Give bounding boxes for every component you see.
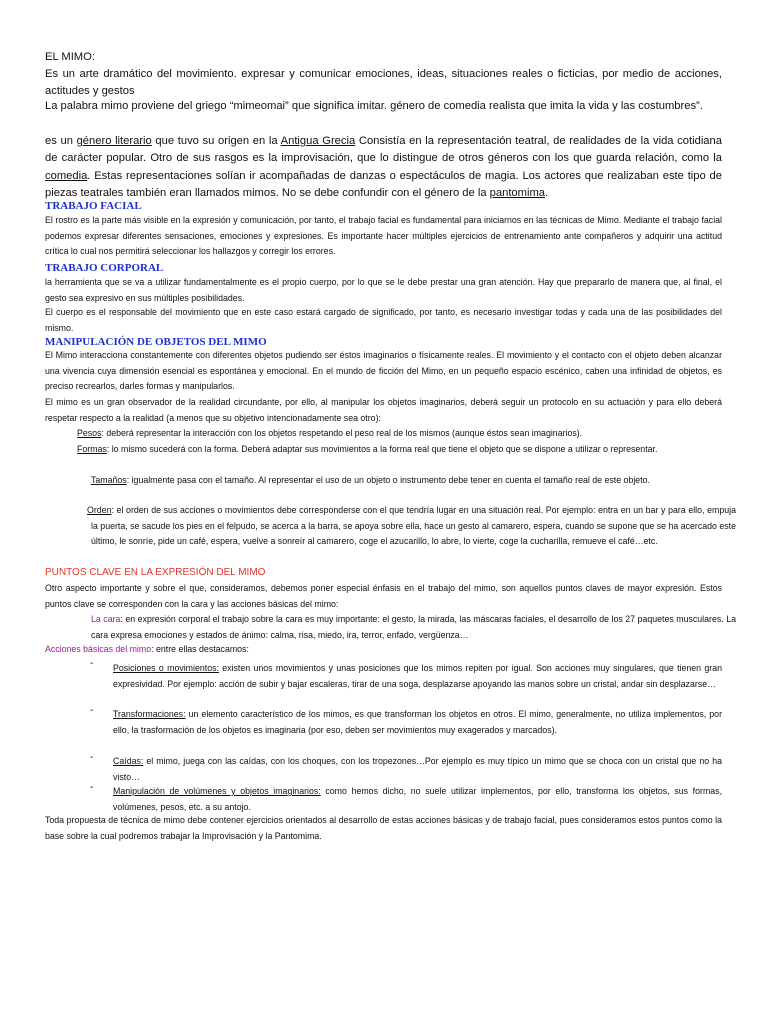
item-term: Caídas: [113, 756, 144, 766]
puntos-cara [77, 612, 736, 643]
intro-text: es un [45, 135, 77, 147]
link-comedia[interactable]: comedia [45, 169, 88, 182]
item-term: Pesos [77, 428, 102, 438]
intro-paragraph-1: Es un arte dramático del movimiento. expresar y comunicar emociones, ideas, situaciones reales o ficticias, por medio de acciones, actitudes y gestos [45, 68, 722, 98]
facial-paragraph: El rostro es la parte más visible en la expresión y comunicación, por tanto, el trabajo facial es fundamental para iniciarnos en las técnicas de Mimo. Mediante el trabajo facial podemos expresar diferentes sensaciones, emociones y expresiones. Es importante hacer múltiples ejercicios de entrenamiento ante compañeros y adquirir una actitud crítica lo cual nos permitirá seleccionar los hallazgos y corregir los errores. [45, 215, 722, 257]
item-term: Orden [87, 505, 112, 515]
acciones-item-transformaciones [113, 707, 722, 738]
list-bullet: - [90, 752, 94, 763]
intro-paragraph-2: La palabra mimo proviene del griego “mimeomai” que significa imitar. género de comedia realista que imita la vida y las costumbres”. [45, 100, 703, 112]
puntos-paragraph-1: Otro aspecto importante y sobre el que, consideramos, debemos poner especial énfasis en el trabajo del mimo, son aquellos puntos claves de mayor expresión. Estos puntos clave se corresponden con la cara y las acciones básicas del mimo: [45, 583, 722, 609]
objetos-item-formas [77, 442, 736, 458]
heading-trabajo-corporal: TRABAJO CORPORAL [45, 262, 164, 274]
heading-manipulacion-objetos: MANIPULACIÓN DE OBJETOS DEL MIMO [45, 336, 267, 348]
item-text: : lo mismo sucederá con la forma. Deberá adaptar sus movimientos a la forma real que tiene el objeto que se dispone a utilizar o representar. [106, 444, 658, 454]
cara-term: La cara [91, 614, 121, 624]
item-text: como hemos dicho, no suele utilizar implementos, por ello, transforma los objetos, sus formas, volúmenes, pesos, etc. a su antojo. [113, 786, 723, 812]
intro-paragraph-3 [45, 133, 722, 203]
item-term: Tamaños [91, 475, 127, 485]
item-term: Transformaciones: [113, 709, 186, 719]
item-text: existen unos movimientos y unas posiciones que los mimos repiten por igual. Son acciones muy singulares, que tienen gran expresividad. Por ejemplo: acción de subir y bajar escaleras, tirar de una soga, desplazarse apoyando las manos sobre un cristal, andar sin desplazarse… [113, 663, 722, 689]
intro-text: . Estas representaciones solían ir acompañadas de danzas o espectáculos de magia. Los actores que realizaban este tipo de piezas teatrales también eran llamados mimos. No se debe confundir con el género de la [45, 169, 722, 200]
list-bullet: - [90, 658, 94, 669]
heading-puntos-clave: PUNTOS CLAVE EN LA EXPRESIÓN DEL MIMO [45, 567, 266, 578]
acciones-text: : entre ellas destacamos: [151, 644, 249, 654]
item-text: : igualmente pasa con el tamaño. Al representar el uso de un objeto o instrumento debe tener en cuenta el tamaño real de este objeto. [126, 475, 650, 485]
item-term: Formas [77, 444, 107, 454]
acciones-item-manipulacion [113, 784, 722, 815]
intro-text: . [545, 187, 549, 200]
list-bullet: - [90, 705, 94, 716]
acciones-item-posiciones [113, 661, 722, 692]
intro-title: EL MIMO: [45, 51, 95, 63]
cara-text: : en expresión corporal el trabajo sobre la cara es muy importante: el gesto, la mirada, las máscaras faciales, el desarrollo de los 27 paquetes musculares. La cara expresa emociones y estados de ánimo: calma, risa, miedo, ira, terror, enfado, vergüenza… [91, 614, 736, 640]
link-pantomima[interactable]: pantomima [489, 187, 545, 200]
closing-paragraph: Toda propuesta de técnica de mimo debe contener ejercicios orientados al desarrollo de estas acciones básicas y de trabajo facial, pues consideramos estos puntos como la base sobre la cual podremos trabajar la Improvisación y la Pantomima. [45, 815, 722, 841]
link-genero-literario[interactable]: género literario [76, 135, 152, 147]
acciones-item-caidas [113, 754, 722, 785]
objetos-paragraph-2: El mimo es un gran observador de la realidad circundante, por ello, al manipular los objetos imaginarios, deberá seguir un protocolo en su actuación y para ello deberá respetar respecto a la realidad (a menos que su objetivo intencionadamente sea otro): [45, 397, 722, 423]
list-bullet: - [90, 782, 94, 793]
item-term: Posiciones o movimientos: [113, 663, 219, 673]
objetos-paragraph-1: El Mimo interacciona constantemente con diferentes objetos pudiendo ser éstos imaginarios o físicamente reales. El movimiento y el contacto con el objeto deben alcanzar una vivencia cuya dimensión esencial es espontánea y emocional. En el mundo de ficción del Mimo, en un pequeño espacio escénico, caben una infinidad de objetos, es preciso recrearlos, darles formas y manipularlos. [45, 350, 722, 392]
objetos-item-orden [77, 503, 736, 550]
link-antigua-grecia[interactable]: Antigua Grecia [280, 135, 356, 147]
item-text: un elemento característico de los mimos, es que transforman los objetos en otros. El mimo, generalmente, no utiliza implementos, por ello, la trasformación de los objetos es imaginaria (por eso, deben ser movimientos muy exagerados y marcados). [113, 709, 722, 735]
item-text: : el orden de sus acciones o movimientos debe corresponderse con el que tendría lugar en una situación real. Por ejemplo: entra en un bar y para ello, empuja la puerta, se sacude los pies en el felpudo, se acerca a la barra, se apoya sobre ella, hace un gesto al camarero, espera, cuando se supone que se ha acercado este último, le sonríe, pide un café, espera, vuelve a sonreír al camarero, coge el azucarillo, lo abre, lo vierte, coge la cucharilla, remueve el café…etc. [91, 505, 736, 547]
corporal-paragraph-1: la herramienta que se va a utilizar fundamentalmente es el propio cuerpo, por lo que se le debe prestar una gran atención. Hay que prepararlo de manera que, al final, el gesto sea expresivo en sus múltiples posibilidades. [45, 277, 722, 303]
objetos-item-pesos [77, 426, 722, 442]
intro-text: Consistía en la representación teatral, de realidades de la vida cotidiana de carácter popular. Otro de sus rasgos es la improvisación, que lo distingue de otros géneros con los que guarda relación, como la [45, 135, 722, 165]
acciones-term: Acciones básicas del mimo [45, 644, 152, 654]
item-term: Manipulación de volúmenes y objetos imaginarios: [113, 786, 321, 796]
item-text: el mimo, juega con las caídas, con los choques, con los tropezones…Por ejemplo es muy típico un mimo que se choca con un cristal que no ha visto… [113, 756, 722, 782]
corporal-paragraph-2: El cuerpo es el responsable del movimiento que en este caso estará cargado de significado, por tanto, es necesario investigar todas y cada una de las posibilidades del mismo. [45, 307, 722, 333]
objetos-item-tamanos [77, 473, 736, 489]
heading-trabajo-facial: TRABAJO FACIAL [45, 200, 142, 212]
puntos-acciones-intro [45, 642, 722, 658]
intro-text: que tuvo su origen en la [151, 135, 281, 147]
item-text: : deberá representar la interacción con los objetos respetando el peso real de los mismos (aunque éstos sean imaginarios). [101, 428, 583, 438]
